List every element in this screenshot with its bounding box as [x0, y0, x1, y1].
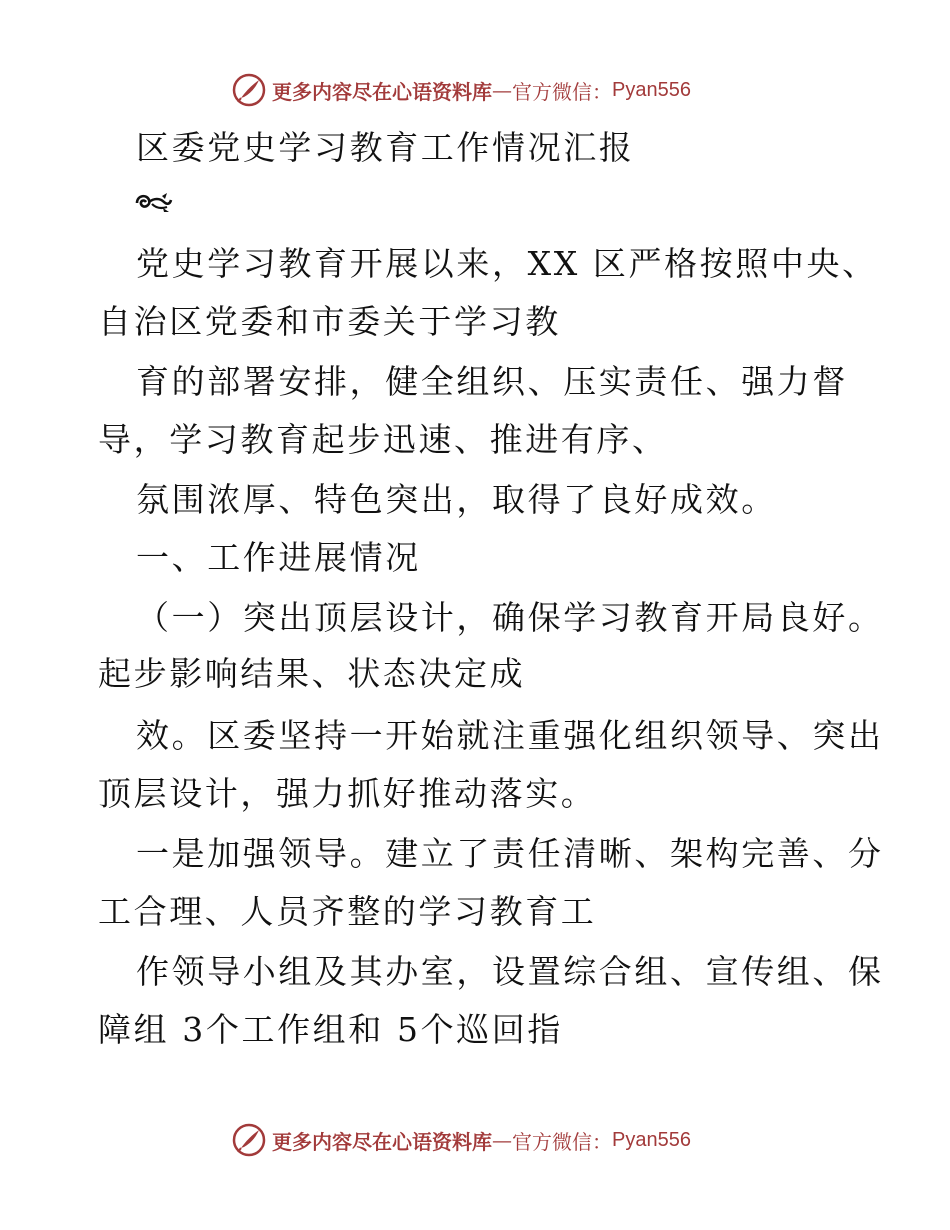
body-line: 工合理、人员齐整的学习教育工 — [98, 892, 597, 931]
quill-logo-icon — [232, 73, 266, 107]
quill-logo-icon — [232, 1123, 266, 1157]
body-line: 育的部署安排，健全组织、压实责任、强力督 — [136, 362, 848, 401]
body-line: 起步影响结果、状态决定成 — [98, 654, 526, 693]
watermark-site-text: 更多内容尽在心语资料库 — [272, 1129, 492, 1154]
body-line: 导，学习教育起步迅速、推进有序、 — [98, 420, 668, 459]
watermark-wechat-label: 官方微信： — [512, 1129, 612, 1154]
watermark-banner-top — [232, 72, 691, 108]
body-line: 障组 3个工作组和 5个巡回指 — [98, 1010, 563, 1049]
body-line: 效。区委坚持一开始就注重强化组织领导、突出 — [136, 716, 884, 755]
body-line: 党史学习教育开展以来，XX 区严格按照中央、 — [136, 244, 878, 283]
watermark-separator: — — [492, 78, 512, 102]
watermark-site-text: 更多内容尽在心语资料库 — [272, 79, 492, 104]
watermark-wechat-id: Pyan556 — [612, 1128, 691, 1151]
body-line: 一是加强领导。建立了责任清晰、架构完善、分 — [136, 834, 884, 873]
body-line: 自治区党委和市委关于学习教 — [98, 302, 561, 341]
body-line: 顶层设计，强力抓好推动落实。 — [98, 774, 597, 813]
decorative-ornament-icon — [134, 190, 174, 216]
watermark-wechat-label: 官方微信： — [512, 79, 612, 104]
watermark-banner-bottom — [232, 1122, 691, 1158]
section-heading: 一、工作进展情况 — [136, 538, 421, 577]
body-line: 氛围浓厚、特色突出，取得了良好成效。 — [136, 480, 777, 519]
watermark-wechat-id: Pyan556 — [612, 78, 691, 101]
body-line: 作领导小组及其办室，设置综合组、宣传组、保 — [136, 952, 884, 991]
document-title: 区委党史学习教育工作情况汇报 — [136, 128, 635, 167]
watermark-separator: — — [492, 1128, 512, 1152]
subsection-heading: （一）突出顶层设计，确保学习教育开局良好。 — [136, 598, 884, 637]
